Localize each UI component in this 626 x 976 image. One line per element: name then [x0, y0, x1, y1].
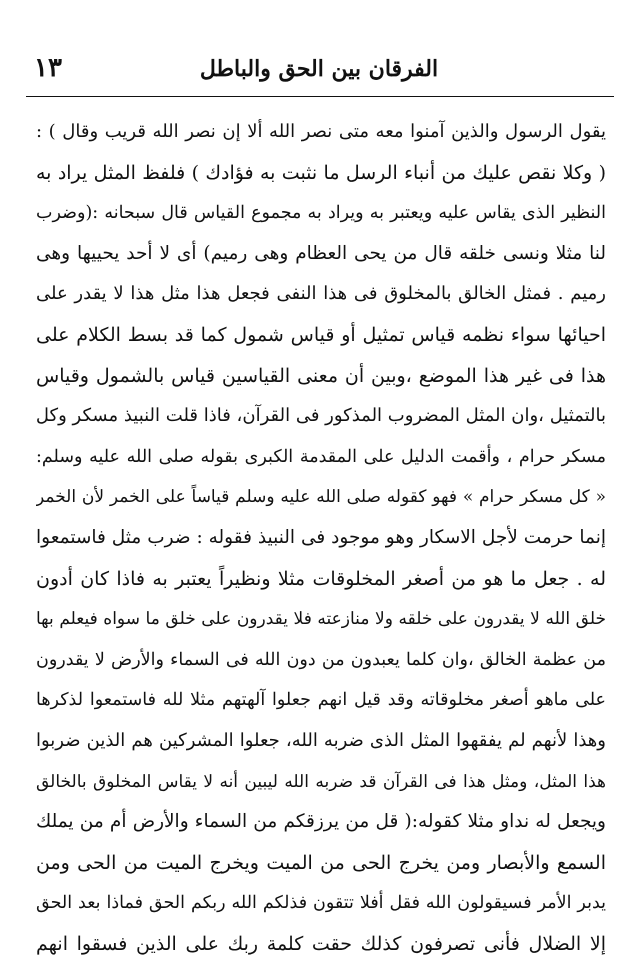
body-text	[36, 112, 606, 964]
text-line: النظير الذى يقاس عليه ويعتبر به ويراد به مجموع القياس قال سبحانه :(وضرب	[36, 203, 606, 224]
text-line: السمع والأبصار ومن يخرج الحى من الميت ويخرج الميت من الحى ومن	[36, 851, 606, 874]
text-line: ( وكلا نقص عليك من أنباء الرسل ما نثبت به فؤادك ) فلفظ المثل يراد به	[36, 161, 606, 184]
text-line: من عظمة الخالق ،وان كلما يعبدون من دون الله فى السماء والأرض لا يقدرون	[36, 649, 606, 670]
text-line: « كل مسكر حرام » فهو كقوله صلى الله عليه وسلم قياساً على الخمر لأن الخمر	[36, 487, 606, 508]
text-line: يقول الرسول والذين آمنوا معه متى نصر الله ألا إن نصر الله قريب وقال ) :	[36, 121, 606, 142]
text-line: مسكر حرام ، وأقمت الدليل على المقدمة الكبرى بقوله صلى الله عليه وسلم:	[36, 446, 606, 467]
text-line: على ماهو أصغر مخلوقاته وقد قيل انهم جعلوا آلهتهم مثلا لله فاستمعوا لذكرها	[36, 690, 606, 711]
header-rule	[26, 96, 614, 97]
text-line: له . جعل ما هو من أصغر المخلوقات مثلا ونظيراً يعتبر به فاذا كان أدون	[36, 567, 606, 590]
text-line: ويجعل له نداو مثلا كقوله:( قل من يرزقكم من السماء والأرض أم من يملك	[36, 811, 606, 833]
text-line: هذا فى غير هذا الموضع ،وبين أن معنى القياسين قياس بالشمول وقياس	[36, 364, 606, 387]
text-line: هذا المثل، ومثل هذا فى القرآن قد ضربه الله ليبين أنه لا يقاس المخلوق بالخالق	[36, 771, 606, 792]
text-line: خلق الله لا يقدرون على خلقه ولا منازعته فلا يقدرون على خلق ما سواه فيعلم بها	[36, 609, 606, 630]
text-line: بالتمثيل ،وان المثل المضروب المذكور فى القرآن، فاذا قلت النبيذ مسكر وكل	[36, 405, 606, 427]
page-number: ١٣	[34, 53, 62, 83]
text-line: لنا مثلا ونسى خلقه قال من يحى العظام وهى رميم) أى لا أحد يحييها وهى	[36, 242, 606, 264]
text-line: إنما حرمت لأجل الاسكار وهو موجود فى النبيذ فقوله : ضرب مثل فاستمعوا	[36, 526, 606, 548]
text-line: رميم . فمثل الخالق بالمخلوق فى هذا النفى فجعل هذا مثل هذا لا يقدر على	[36, 283, 606, 305]
text-line: يدبر الأمر فسيقولون الله فقل أفلا تتقون فذلكم الله ربكم الحق فماذا بعد الحق	[36, 893, 606, 914]
text-line: إلا الضلال فأنى تصرفون كذلك حقت كلمة ربك على الذين فسقوا انهم	[36, 932, 606, 955]
running-title: الفرقان بين الحق والباطل	[199, 56, 439, 82]
page-header	[30, 46, 608, 86]
text-line: وهذا لأنهم لم يفقهوا المثل الذى ضربه الله، جعلوا المشركين هم الذين ضربوا	[36, 729, 606, 751]
text-line: احيائها سواء نظمه قياس تمثيل أو قياس شمول كما قد بسط الكلام على	[36, 323, 606, 346]
